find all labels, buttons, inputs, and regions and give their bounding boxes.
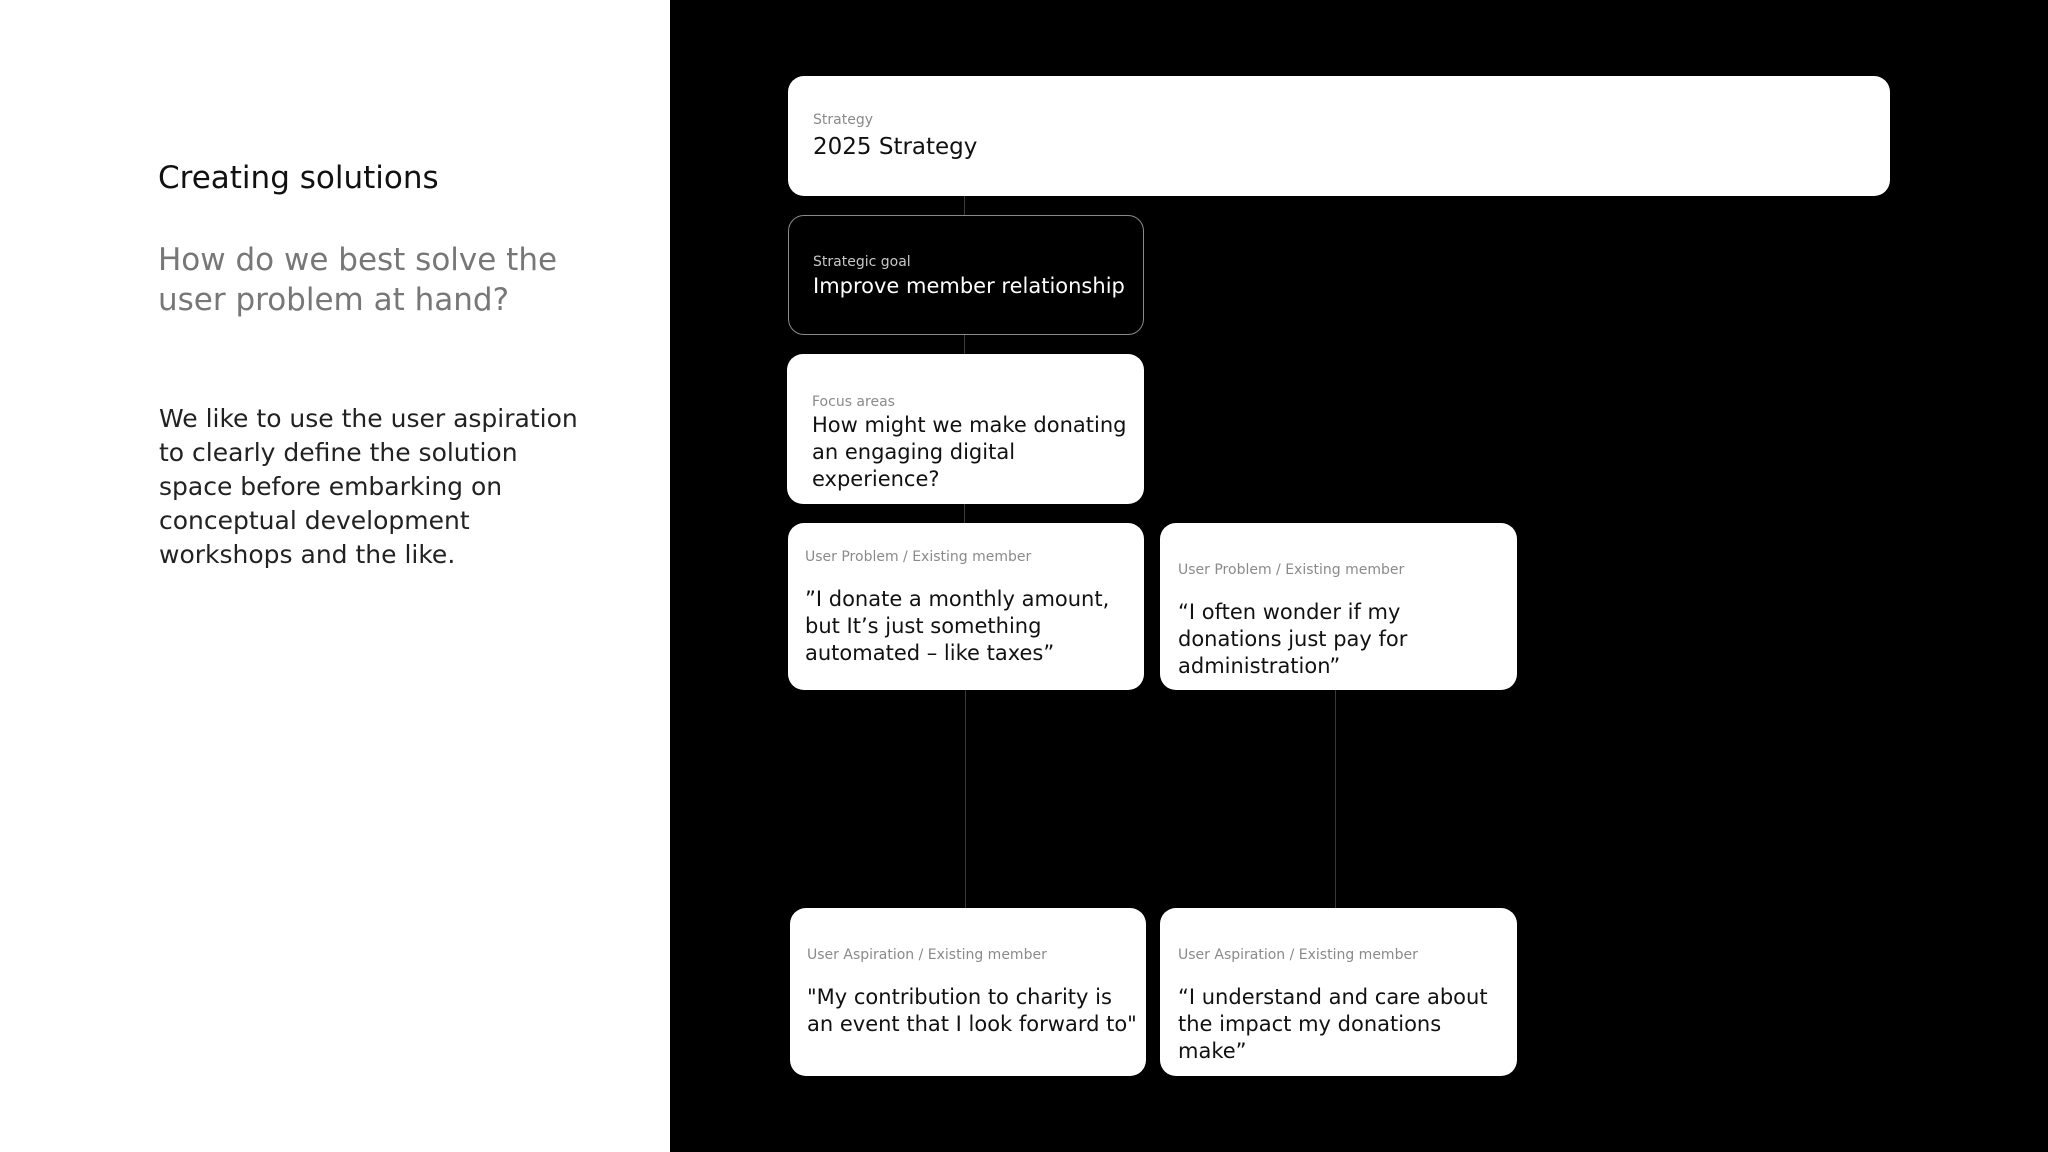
user-problem-label: User Problem / Existing member xyxy=(805,549,1032,565)
focus-area-text: How might we make donating an engaging digital experience? xyxy=(812,413,1127,491)
connector-strategy-goal xyxy=(964,196,965,216)
user-aspiration-quote: “I understand and care about the impact my donations make” xyxy=(1178,985,1488,1063)
slide-title: Creating solutions xyxy=(158,160,439,196)
connector-goal-focus xyxy=(964,335,965,355)
text-panel xyxy=(0,0,670,1152)
connector-problem-aspiration-right xyxy=(1335,690,1336,908)
user-aspiration-quote: "My contribution to charity is an event that I look forward to" xyxy=(807,985,1137,1036)
user-aspiration-card xyxy=(790,908,1146,1076)
strategic-goal-text: Improve member relationship xyxy=(813,274,1125,298)
user-problem-quote: “I often wonder if my donations just pay for administration” xyxy=(1178,600,1408,678)
user-problem-card xyxy=(788,523,1144,690)
user-aspiration-label: User Aspiration / Existing member xyxy=(1178,947,1418,963)
user-aspiration-card xyxy=(1160,908,1517,1076)
focus-area-label: Focus areas xyxy=(812,394,895,410)
strategic-goal-label: Strategic goal xyxy=(813,254,911,270)
strategic-goal-card xyxy=(788,215,1144,335)
focus-area-card xyxy=(787,354,1144,504)
diagram-panel xyxy=(670,0,2048,1152)
slide-subtitle: How do we best solve the user problem at hand? xyxy=(158,242,558,318)
user-aspiration-label: User Aspiration / Existing member xyxy=(807,947,1047,963)
user-problem-quote: ”I donate a monthly amount, but It’s just something automated – like taxes” xyxy=(805,587,1110,665)
user-problem-card xyxy=(1160,523,1517,690)
strategy-card xyxy=(788,76,1890,196)
connector-problem-aspiration-left xyxy=(965,690,966,908)
strategy-label: Strategy xyxy=(813,112,873,128)
slide-body-text: We like to use the user aspiration to clearly define the solution space before embarking on conceptual development workshops and the like. xyxy=(159,404,578,569)
connector-focus-problem xyxy=(964,504,965,524)
strategy-title: 2025 Strategy xyxy=(813,134,978,160)
user-problem-label: User Problem / Existing member xyxy=(1178,562,1405,578)
